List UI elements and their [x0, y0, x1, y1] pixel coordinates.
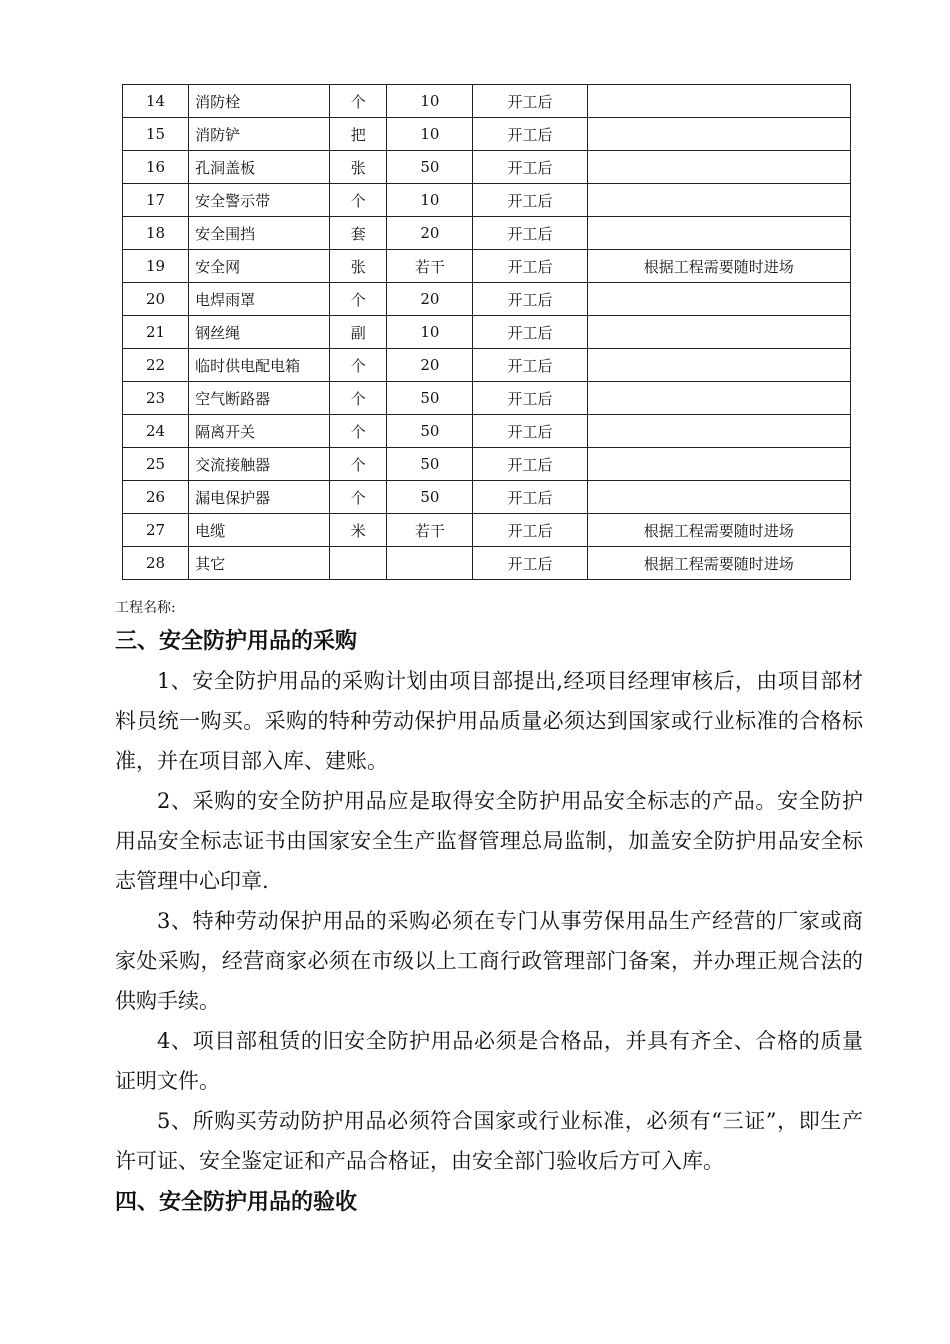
- table-body: [123, 85, 851, 580]
- item-unit: 米: [330, 514, 387, 547]
- table-row: [123, 415, 851, 448]
- row-number: 16: [123, 151, 189, 184]
- table-row: [123, 118, 851, 151]
- item-quantity: 10: [387, 118, 473, 151]
- item-unit: 个: [330, 415, 387, 448]
- paragraph-text: 5、所购买劳动防护用品必须符合国家或行业标准，必须有“三证”，即生产许可证、安全鉴定证和产品合格证，由安全部门验收后方可入库。: [115, 1109, 863, 1173]
- entry-time: 开工后: [473, 382, 587, 415]
- entry-time: 开工后: [473, 349, 587, 382]
- entry-time: 开工后: [473, 316, 587, 349]
- entry-time: 开工后: [473, 448, 587, 481]
- entry-time: 开工后: [473, 184, 587, 217]
- item-quantity: 10: [387, 316, 473, 349]
- item-unit: 个: [330, 184, 387, 217]
- item-name: 钢丝绳: [189, 316, 330, 349]
- item-unit: 个: [330, 481, 387, 514]
- paragraph-text: 3、特种劳动保护用品的采购必须在专门从事劳保用品生产经营的厂家或商家处采购，经营商家必须在市级以上工商行政管理部门备案，并办理正规合法的供购手续。: [115, 909, 863, 1013]
- item-name: 隔离开关: [189, 415, 330, 448]
- item-note: [587, 382, 850, 415]
- item-quantity: 50: [387, 481, 473, 514]
- row-number: 18: [123, 217, 189, 250]
- table-row: [123, 151, 851, 184]
- row-number: 27: [123, 514, 189, 547]
- item-unit: 套: [330, 217, 387, 250]
- table-row: [123, 184, 851, 217]
- item-unit: [330, 547, 387, 580]
- table-row: [123, 217, 851, 250]
- item-quantity: 10: [387, 184, 473, 217]
- entry-time: 开工后: [473, 85, 587, 118]
- section-3-paragraph-5: [115, 1101, 863, 1181]
- item-quantity: 10: [387, 85, 473, 118]
- item-name: 交流接触器: [189, 448, 330, 481]
- materials-table: [122, 84, 851, 580]
- item-name: 安全网: [189, 250, 330, 283]
- row-number: 24: [123, 415, 189, 448]
- item-unit: 个: [330, 283, 387, 316]
- entry-time: 开工后: [473, 151, 587, 184]
- section-4-heading: 四、安全防护用品的验收: [115, 1189, 358, 1215]
- paragraph-text: 2、采购的安全防护用品应是取得安全防护用品安全标志的产品。安全防护用品安全标志证书由国家安全生产监督管理总局监制，加盖安全防护用品安全标志管理中心印章.: [115, 789, 863, 893]
- table-row: [123, 448, 851, 481]
- item-unit: 张: [330, 151, 387, 184]
- item-quantity: 50: [387, 382, 473, 415]
- item-note: [587, 481, 850, 514]
- item-unit: 个: [330, 85, 387, 118]
- item-note: [587, 151, 850, 184]
- item-name: 电焊雨罩: [189, 283, 330, 316]
- row-number: 21: [123, 316, 189, 349]
- row-number: 23: [123, 382, 189, 415]
- section-3-paragraph-4: [115, 1021, 863, 1101]
- item-note: [587, 217, 850, 250]
- entry-time: 开工后: [473, 283, 587, 316]
- item-unit: 个: [330, 382, 387, 415]
- item-name: 临时供电配电箱: [189, 349, 330, 382]
- entry-time: 开工后: [473, 415, 587, 448]
- item-quantity: 若干: [387, 514, 473, 547]
- item-note: [587, 85, 850, 118]
- table-row: [123, 514, 851, 547]
- item-name: 漏电保护器: [189, 481, 330, 514]
- row-number: 19: [123, 250, 189, 283]
- item-unit: 张: [330, 250, 387, 283]
- item-note: [587, 415, 850, 448]
- item-note: 根据工程需要随时进场: [587, 514, 850, 547]
- item-note: [587, 184, 850, 217]
- section-3-paragraph-2: [115, 781, 863, 901]
- item-name: 电缆: [189, 514, 330, 547]
- item-quantity: 50: [387, 151, 473, 184]
- entry-time: 开工后: [473, 250, 587, 283]
- item-name: 消防铲: [189, 118, 330, 151]
- paragraph-text: 4、项目部租赁的旧安全防护用品必须是合格品，并具有齐全、合格的质量证明文件。: [115, 1029, 863, 1093]
- item-note: [587, 118, 850, 151]
- item-quantity: [387, 547, 473, 580]
- item-quantity: 20: [387, 349, 473, 382]
- item-note: 根据工程需要随时进场: [587, 547, 850, 580]
- item-name: 孔洞盖板: [189, 151, 330, 184]
- item-quantity: 若干: [387, 250, 473, 283]
- item-note: [587, 316, 850, 349]
- table-row: [123, 349, 851, 382]
- item-quantity: 50: [387, 448, 473, 481]
- item-unit: 把: [330, 118, 387, 151]
- entry-time: 开工后: [473, 547, 587, 580]
- table-row: [123, 382, 851, 415]
- item-note: 根据工程需要随时进场: [587, 250, 850, 283]
- row-number: 14: [123, 85, 189, 118]
- entry-time: 开工后: [473, 514, 587, 547]
- item-name: 消防栓: [189, 85, 330, 118]
- item-unit: 副: [330, 316, 387, 349]
- item-note: [587, 349, 850, 382]
- item-note: [587, 283, 850, 316]
- item-unit: 个: [330, 448, 387, 481]
- paragraph-text: 1、安全防护用品的采购计划由项目部提出,经项目经理审核后，由项目部材料员统一购买。采购的特种劳动保护用品质量必须达到国家或行业标准的合格标准，并在项目部入库、建账。: [115, 669, 863, 773]
- row-number: 25: [123, 448, 189, 481]
- row-number: 20: [123, 283, 189, 316]
- row-number: 26: [123, 481, 189, 514]
- section-3-paragraph-1: [115, 661, 863, 781]
- row-number: 17: [123, 184, 189, 217]
- item-name: 空气断路器: [189, 382, 330, 415]
- table-row: [123, 250, 851, 283]
- item-unit: 个: [330, 349, 387, 382]
- row-number: 22: [123, 349, 189, 382]
- table-row: [123, 481, 851, 514]
- entry-time: 开工后: [473, 481, 587, 514]
- entry-time: 开工后: [473, 217, 587, 250]
- section-3-heading: 三、安全防护用品的采购: [115, 628, 358, 654]
- item-quantity: 50: [387, 415, 473, 448]
- project-name-label: 工程名称:: [115, 600, 176, 616]
- table-row: [123, 547, 851, 580]
- table-row: [123, 85, 851, 118]
- item-quantity: 20: [387, 283, 473, 316]
- item-quantity: 20: [387, 217, 473, 250]
- item-name: 安全警示带: [189, 184, 330, 217]
- table-row: [123, 316, 851, 349]
- row-number: 28: [123, 547, 189, 580]
- table-row: [123, 283, 851, 316]
- item-name: 其它: [189, 547, 330, 580]
- entry-time: 开工后: [473, 118, 587, 151]
- section-3-paragraph-3: [115, 901, 863, 1021]
- item-name: 安全围挡: [189, 217, 330, 250]
- item-note: [587, 448, 850, 481]
- row-number: 15: [123, 118, 189, 151]
